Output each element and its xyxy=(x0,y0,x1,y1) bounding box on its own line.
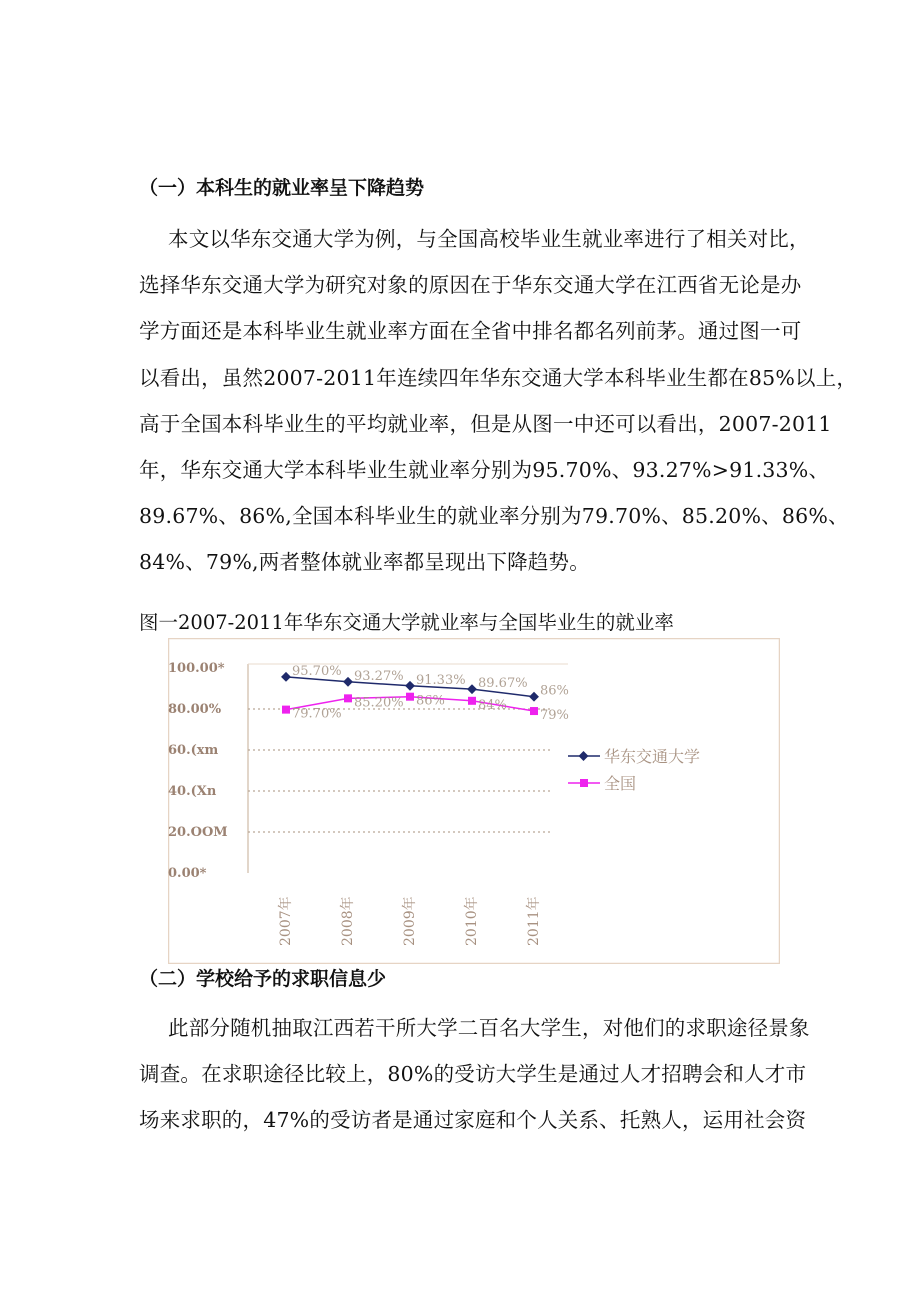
data-label: 86% xyxy=(540,683,569,699)
data-label: 89.67% xyxy=(478,676,528,692)
paragraph-line: 学方面还是本科毕业生就业率方面在全省中排名都名列前茅。通过图一可 xyxy=(139,319,802,343)
data-label: 85.20% xyxy=(354,695,404,711)
x-tick-label: 2010年 xyxy=(464,896,480,946)
paragraph-line: 年，华东交通大学本科毕业生就业率分别为95.70%、93.27%>91.33%、 xyxy=(139,458,830,482)
y-tick-label: 20.OOM xyxy=(168,825,228,840)
data-point-national xyxy=(406,693,414,701)
data-label: 84% xyxy=(478,697,507,713)
legend-label: 华东交通大学 xyxy=(604,747,701,766)
data-point-national xyxy=(530,707,538,715)
paragraph-line: 84%、79%,两者整体就业率都呈现出下降趋势。 xyxy=(139,550,590,574)
data-point-national xyxy=(282,706,290,714)
y-tick-label: 0.00* xyxy=(168,866,207,881)
x-tick-label: 2009年 xyxy=(402,896,418,946)
x-tick-label: 2008年 xyxy=(340,896,356,946)
paragraph-line: 调查。在求职途径比较上，80%的受访大学生是通过人才招聘会和人才市 xyxy=(139,1062,807,1086)
data-label: 95.70% xyxy=(292,663,342,679)
data-point-national xyxy=(344,694,352,702)
paragraph-line: 以看出，虽然2007-2011年连续四年华东交通大学本科毕业生都在85%以上， xyxy=(139,366,858,390)
employment-rate-chart xyxy=(168,638,780,964)
data-label: 79.70% xyxy=(292,706,342,722)
paragraph-line: 场来求职的，47%的受访者是通过家庭和个人关系、托熟人，运用社会资 xyxy=(139,1108,807,1132)
section1-heading: （一）本科生的就业率呈下降趋势 xyxy=(139,177,425,199)
data-point-national xyxy=(468,697,476,705)
legend-label: 全国 xyxy=(604,774,637,793)
y-tick-label: 80.00% xyxy=(168,702,222,717)
paragraph-line: 89.67%、86%,全国本科毕业生的就业率分别为79.70%、85.20%、86%、 xyxy=(139,504,849,528)
data-label: 91.33% xyxy=(416,672,466,688)
data-label: 93.27% xyxy=(354,668,404,684)
section2-heading: （二）学校给予的求职信息少 xyxy=(139,968,387,990)
paragraph-line: 此部分随机抽取江西若干所大学二百名大学生，对他们的求职途径景象 xyxy=(168,1016,810,1040)
data-label: 86% xyxy=(416,693,445,709)
figure-caption: 图一2007-2011年华东交通大学就业率与全国毕业生的就业率 xyxy=(139,611,674,634)
paragraph-line: 选择华东交通大学为研究对象的原因在于华东交通大学在江西省无论是办 xyxy=(139,273,802,297)
x-tick-label: 2011年 xyxy=(526,896,542,946)
paragraph-line: 高于全国本科毕业生的平均就业率，但是从图一中还可以看出，2007-2011 xyxy=(139,412,832,436)
y-tick-label: 40.(Xn xyxy=(168,784,217,799)
y-tick-label: 60.(xm xyxy=(168,743,219,758)
y-tick-label: 100.00* xyxy=(168,661,225,676)
paragraph-line: 本文以华东交通大学为例，与全国高校毕业生就业率进行了相关对比， xyxy=(168,227,810,251)
x-tick-label: 2007年 xyxy=(278,896,294,946)
legend-marker xyxy=(580,779,588,787)
data-label: 79% xyxy=(540,708,569,724)
